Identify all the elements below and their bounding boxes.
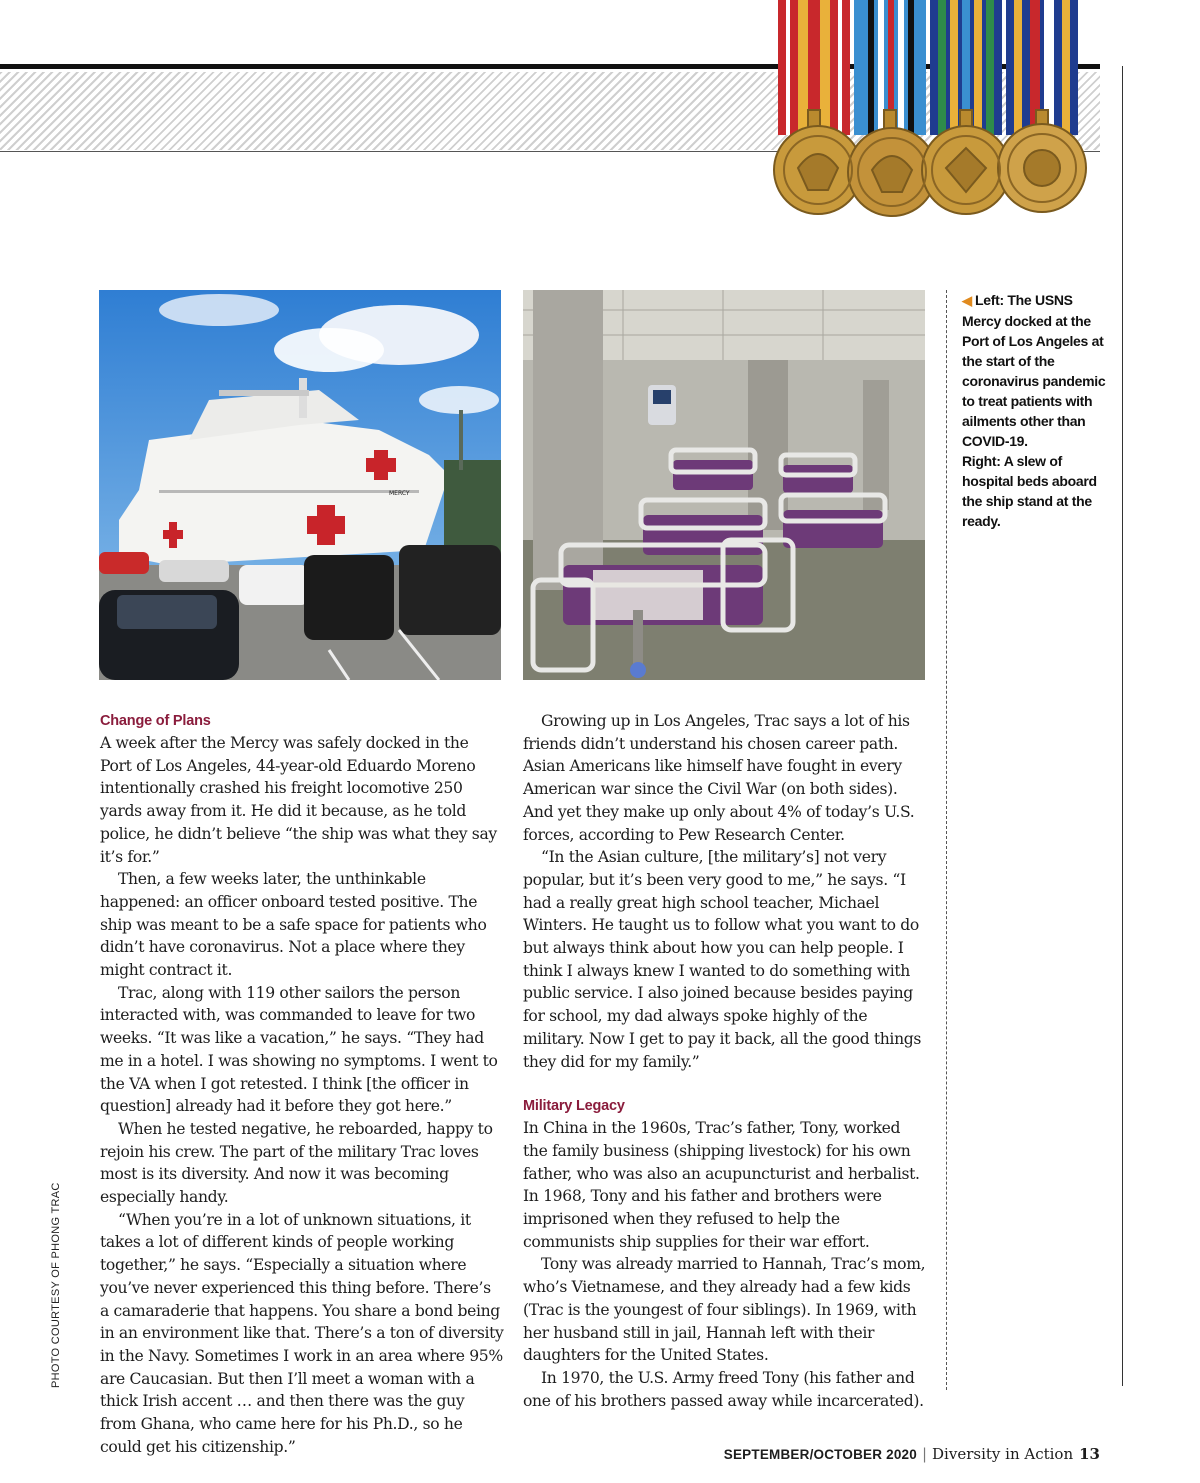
publication-name: Diversity in Action	[932, 1445, 1074, 1463]
section-heading-change-of-plans: Change of Plans	[100, 713, 211, 729]
paragraph: Trac, along with 119 other sailors the person interacted with, was commanded to leave for two weeks. “It was like a vacation,” he says. “They had me in a hotel. I was showing no symptoms. I went to the VA when I got retested. I think [the officer in question] already had it before they got here.”	[100, 983, 498, 1116]
footer-separator: |	[921, 1445, 928, 1463]
photo-hospital-beds-aboard	[523, 290, 925, 680]
caption-arrow-icon: ◀	[962, 293, 976, 308]
paragraph: A week after the Mercy was safely docked in the Port of Los Angeles, 44-year-old Eduardo Moreno intentionally crashed his freight locomotive 250 yards away from it. He did it because, as he told police, he didn’t believe “the ship was what they say it’s for.”	[100, 734, 497, 866]
paragraph: Then, a few weeks later, the unthinkable happened: an officer onboard tested positive. The ship was meant to be a safe space for patients who didn’t have coronavirus. Not a place where they might contract it.	[100, 870, 487, 980]
article-column-left	[100, 710, 504, 1459]
photo-usns-mercy-docked	[99, 290, 501, 680]
column-divider	[946, 290, 947, 1390]
issue-date: SEPTEMBER/OCTOBER 2020	[723, 1447, 917, 1462]
caption-right: Right: A slew of hospital beds aboard the ship stand at the ready.	[962, 453, 1097, 529]
paragraph: “When you’re in a lot of unknown situations, it takes a lot of different kinds of people working together,” he says. “Especially a situation where you’ve never experienced this thing before. There’s a camaraderie that happens. You share a bond being in an environment like that. There’s a ton of diversity in the Navy. Sometimes I work in an area where 95% are Caucasian. But then I’ll meet a woman with a thick Irish accent … and then there was the guy from Ghana, who came here for his Ph.D., so he could get his citizenship.”	[100, 1210, 504, 1456]
page-footer	[724, 1445, 1100, 1463]
paragraph: In China in the 1960s, Trac’s father, Tony, worked the family business (shipping livestock) for his own father, who was also an acupuncturist and herbalist. In 1968, Tony and his father and brothers were imprisoned when they refused to help the communists ship supplies for their war effort.	[523, 1119, 920, 1251]
ship-name-text: MERCY	[389, 490, 410, 497]
service-medals-illustration	[768, 0, 1098, 225]
paragraph: Growing up in Los Angeles, Trac says a lot of his friends didn’t understand his chosen career path. Asian Americans like himself have fought in every American war since the Civil War (on both sides). And yet they make up only about 4% of today’s U.S. forces, according to Pew Research Center.	[523, 712, 915, 844]
photo-credit: PHOTO COURTESY OF PHONG TRAC	[50, 1182, 62, 1388]
section-heading-military-legacy: Military Legacy	[523, 1098, 625, 1115]
paragraph: Tony was already married to Hannah, Trac’s mom, who’s Vietnamese, and they already had a few kids (Trac is the youngest of four siblings). In 1969, with her husband still in jail, Hannah left with their daughters for the United States.	[523, 1255, 926, 1365]
photo-caption	[962, 290, 1112, 531]
section-spacer	[523, 1073, 927, 1095]
caption-left: ◀ Left: The USNS Mercy docked at the Port of Los Angeles at the start of the coronavirus pandemic to treat patients with ailments other than COVID-19.	[962, 292, 1106, 449]
paragraph: In 1970, the U.S. Army freed Tony (his father and one of his brothers passed away while incarcerated).	[523, 1368, 924, 1410]
page-edge-rule	[1122, 66, 1123, 1386]
paragraph: “In the Asian culture, [the military’s] not very popular, but it’s been very good to me,” he says. “I had a really great high school teacher, Michael Winters. He taught us to follow what you want to do but always think about how you can help people. I think I always knew I wanted to do something with public service. I also joined because besides paying for school, my dad always spoke highly of the military. Now I get to pay it back, all the good things they did for my family.”	[523, 848, 922, 1071]
article-column-right	[523, 710, 927, 1412]
paragraph: When he tested negative, he reboarded, happy to rejoin his crew. The part of the military Trac loves most is its diversity. And now it was becoming especially handy.	[100, 1119, 493, 1207]
page-number: 13	[1079, 1445, 1100, 1463]
